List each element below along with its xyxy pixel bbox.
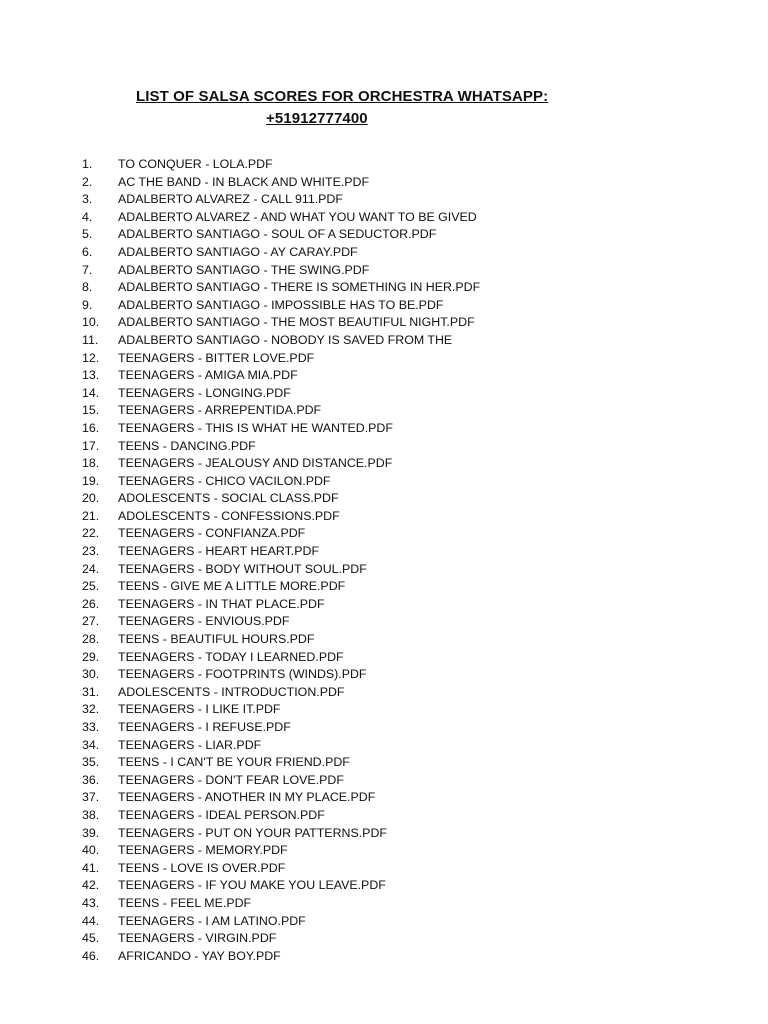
list-item-title: ADALBERTO ALVAREZ - CALL 911.PDF <box>118 192 343 207</box>
list-item <box>0 350 768 368</box>
list-item <box>0 578 768 596</box>
list-item-title: TEENS - DANCING.PDF <box>118 438 256 453</box>
list-item <box>0 420 768 438</box>
list-item-number: 33. <box>82 720 100 734</box>
list-item <box>0 262 768 280</box>
list-item-title: TEENAGERS - PUT ON YOUR PATTERNS.PDF <box>118 825 387 840</box>
list-item-title: TEENAGERS - DON'T FEAR LOVE.PDF <box>118 772 344 787</box>
list-item-number: 7. <box>82 262 93 277</box>
list-item <box>0 279 768 297</box>
list-item-number: 35. <box>82 755 100 770</box>
list-item <box>0 948 768 966</box>
list-item-title: TEENAGERS - IN THAT PLACE.PDF <box>118 596 325 611</box>
list-item <box>0 913 768 931</box>
list-item-title: ADOLESCENTS - SOCIAL CLASS.PDF <box>118 491 339 506</box>
list-item-title: TEENAGERS - I LIKE IT.PDF <box>118 702 281 717</box>
document-title-phone: +51912777400 <box>266 110 368 127</box>
list-item-number: 39. <box>82 825 100 840</box>
list-item <box>0 719 768 737</box>
list-item-title: ADALBERTO SANTIAGO - THE SWING.PDF <box>118 262 370 277</box>
list-item <box>0 860 768 878</box>
list-item-title: TEENAGERS - FOOTPRINTS (WINDS).PDF <box>118 667 367 682</box>
list-item-title: TEENS - LOVE IS OVER.PDF <box>118 860 286 875</box>
list-item-number: 13. <box>82 368 100 383</box>
list-item-number: 18. <box>82 456 100 471</box>
list-item-number: 14. <box>82 385 100 400</box>
list-item-title: TEENAGERS - TODAY I LEARNED.PDF <box>118 649 344 664</box>
list-item <box>0 649 768 667</box>
list-item <box>0 174 768 192</box>
list-item <box>0 490 768 508</box>
list-item-title: TEENAGERS - ANOTHER IN MY PLACE.PDF <box>118 790 376 805</box>
list-item-title: ADOLESCENTS - INTRODUCTION.PDF <box>118 684 345 699</box>
list-item <box>0 596 768 614</box>
list-item-title: TEENAGERS - JEALOUSY AND DISTANCE.PDF <box>118 456 393 471</box>
list-item-title: TEENAGERS - IDEAL PERSON.PDF <box>118 807 325 822</box>
list-item-title: ADALBERTO SANTIAGO - SOUL OF A SEDUCTOR.PDF <box>118 227 437 242</box>
list-item-title: ADALBERTO ALVAREZ - AND WHAT YOU WANT TO BE GIVED <box>118 209 477 224</box>
list-item <box>0 402 768 420</box>
list-item-number: 28. <box>82 632 100 647</box>
list-item-title: ADALBERTO SANTIAGO - IMPOSSIBLE HAS TO BE.PDF <box>118 297 444 312</box>
list-item-title: TEENAGERS - BODY WITHOUT SOUL.PDF <box>118 561 367 576</box>
list-item-title: TEENS - FEEL ME.PDF <box>118 895 252 910</box>
list-item-title: TEENAGERS - ARREPENTIDA.PDF <box>118 403 322 418</box>
list-item-number: 23. <box>82 544 100 559</box>
list-item-title: ADALBERTO SANTIAGO - THERE IS SOMETHING IN HER.PDF <box>118 280 481 295</box>
list-item-number: 40. <box>82 843 100 858</box>
list-item-number: 10. <box>82 315 100 330</box>
list-item-title: TEENAGERS - CHICO VACILON.PDF <box>118 473 331 488</box>
list-item-number: 21. <box>82 508 100 523</box>
score-list <box>0 156 768 965</box>
list-item <box>0 561 768 579</box>
list-item-title: TEENAGERS - VIRGIN.PDF <box>118 931 277 946</box>
list-item <box>0 508 768 526</box>
list-item-title: TEENAGERS - AMIGA MIA.PDF <box>118 368 298 383</box>
list-item <box>0 297 768 315</box>
list-item-number: 45. <box>82 931 100 946</box>
list-item <box>0 789 768 807</box>
list-item <box>0 684 768 702</box>
list-item-number: 16. <box>82 420 100 435</box>
list-item-number: 3. <box>82 192 93 207</box>
list-item-title: TEENAGERS - I AM LATINO.PDF <box>118 913 306 928</box>
list-item <box>0 385 768 403</box>
list-item <box>0 543 768 561</box>
list-item-number: 19. <box>82 473 100 488</box>
list-item-title: TEENS - GIVE ME A LITTLE MORE.PDF <box>118 579 346 594</box>
list-item-title: TEENS - BEAUTIFUL HOURS.PDF <box>118 632 315 647</box>
list-item-number: 12. <box>82 350 100 365</box>
list-item <box>0 191 768 209</box>
list-item <box>0 877 768 895</box>
list-item <box>0 455 768 473</box>
list-item-title: TEENS - I CAN'T BE YOUR FRIEND.PDF <box>118 755 350 770</box>
list-item-title: ADALBERTO SANTIAGO - THE MOST BEAUTIFUL NIGHT.PDF <box>118 315 475 330</box>
list-item-title: TEENAGERS - HEART HEART.PDF <box>118 544 320 559</box>
list-item-number: 1. <box>82 157 93 171</box>
list-item-number: 5. <box>82 227 93 242</box>
list-item-number: 4. <box>82 209 93 224</box>
list-item-title: TEENAGERS - ENVIOUS.PDF <box>118 614 290 629</box>
list-item <box>0 332 768 350</box>
list-item-number: 8. <box>82 280 93 295</box>
list-item-number: 43. <box>82 895 100 910</box>
list-item <box>0 825 768 843</box>
document-title: LIST OF SALSA SCORES FOR ORCHESTRA WHATSAPP: <box>136 88 549 105</box>
list-item-number: 9. <box>82 297 93 312</box>
list-item <box>0 807 768 825</box>
list-item-number: 22. <box>82 526 100 541</box>
list-item-number: 29. <box>82 649 100 664</box>
list-item-title: AC THE BAND - IN BLACK AND WHITE.PDF <box>118 174 370 189</box>
list-item <box>0 930 768 948</box>
list-item-number: 34. <box>82 737 100 752</box>
list-item <box>0 226 768 244</box>
list-item <box>0 525 768 543</box>
list-item-number: 20. <box>82 491 100 506</box>
list-item-title: TEENAGERS - LIAR.PDF <box>118 737 262 752</box>
list-item-number: 15. <box>82 403 100 418</box>
list-item-title: TEENAGERS - I REFUSE.PDF <box>118 720 291 734</box>
list-item-number: 38. <box>82 807 100 822</box>
list-item <box>0 244 768 262</box>
list-item <box>0 737 768 755</box>
list-item-title: TEENAGERS - THIS IS WHAT HE WANTED.PDF <box>118 420 393 435</box>
list-item-number: 31. <box>82 684 100 699</box>
list-item-title: ADALBERTO SANTIAGO - NOBODY IS SAVED FROM THE <box>118 332 453 347</box>
list-item <box>0 209 768 227</box>
list-item <box>0 701 768 719</box>
list-item-number: 44. <box>82 913 100 928</box>
list-item <box>0 473 768 491</box>
list-item-number: 41. <box>82 860 100 875</box>
list-item-number: 37. <box>82 790 100 805</box>
list-item <box>0 666 768 684</box>
list-item-number: 11. <box>82 332 99 347</box>
list-item-title: TEENAGERS - IF YOU MAKE YOU LEAVE.PDF <box>118 878 386 893</box>
list-item-number: 27. <box>82 614 100 629</box>
list-item-number: 36. <box>82 772 100 787</box>
list-item-number: 24. <box>82 561 100 576</box>
list-item-title: ADOLESCENTS - CONFESSIONS.PDF <box>118 508 340 523</box>
list-item <box>0 842 768 860</box>
list-item-title: ADALBERTO SANTIAGO - AY CARAY.PDF <box>118 244 358 259</box>
list-item <box>0 367 768 385</box>
list-item-number: 32. <box>82 702 100 717</box>
list-item-number: 26. <box>82 596 100 611</box>
list-item-number: 6. <box>82 244 93 259</box>
list-item <box>0 613 768 631</box>
list-item-number: 46. <box>82 948 100 963</box>
list-item <box>0 772 768 790</box>
list-item-title: TEENAGERS - BITTER LOVE.PDF <box>118 350 315 365</box>
list-item-number: 42. <box>82 878 100 893</box>
list-item-title: AFRICANDO - YAY BOY.PDF <box>118 948 281 963</box>
list-item <box>0 156 768 174</box>
list-item-title: TEENAGERS - CONFIANZA.PDF <box>118 526 306 541</box>
list-item-number: 2. <box>82 174 93 189</box>
list-item-title: TO CONQUER - LOLA.PDF <box>118 157 273 171</box>
list-item-title: TEENAGERS - LONGING.PDF <box>118 385 291 400</box>
list-item-number: 25. <box>82 579 100 594</box>
list-item <box>0 438 768 456</box>
list-item <box>0 631 768 649</box>
list-item <box>0 314 768 332</box>
list-item <box>0 895 768 913</box>
list-item <box>0 754 768 772</box>
list-item-title: TEENAGERS - MEMORY.PDF <box>118 843 288 858</box>
list-item-number: 17. <box>82 438 100 453</box>
list-item-number: 30. <box>82 667 100 682</box>
